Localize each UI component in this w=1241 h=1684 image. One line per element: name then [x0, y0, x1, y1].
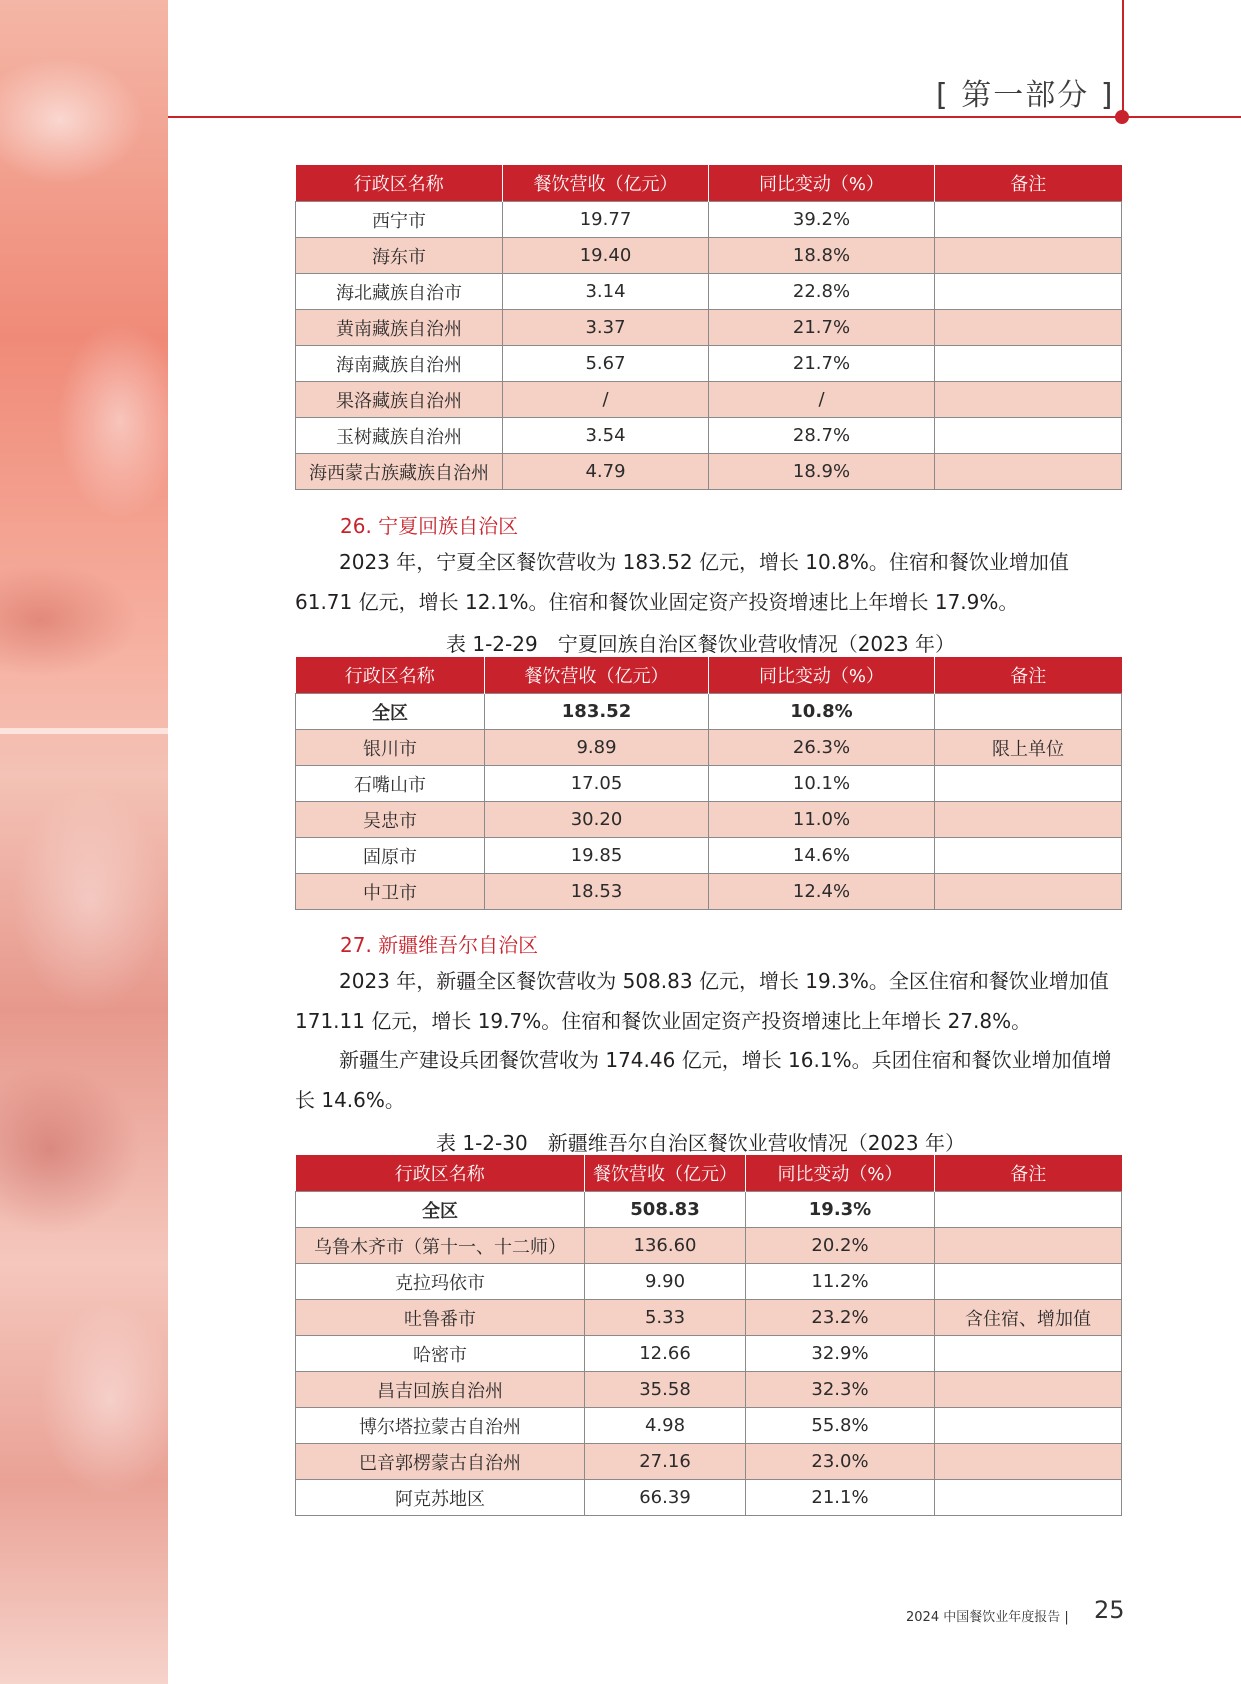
table-row — [296, 802, 1122, 838]
table-row — [296, 1264, 1122, 1300]
table-cell: 10.1% — [709, 766, 935, 802]
table-cell: 55.8% — [746, 1408, 935, 1444]
table-cell: 哈密市 — [296, 1336, 585, 1372]
table-cell: 3.37 — [503, 310, 709, 346]
table-cell — [935, 310, 1122, 346]
table-row-total — [296, 1192, 1122, 1228]
table-cell: 4.98 — [585, 1408, 746, 1444]
table-cell — [935, 874, 1122, 910]
table-cell — [935, 1192, 1122, 1228]
table-row — [296, 418, 1122, 454]
table-cell: 克拉玛依市 — [296, 1264, 585, 1300]
table-cell: 23.2% — [746, 1300, 935, 1336]
paragraph-xinjiang-1: 2023 年，新疆全区餐饮营收为 508.83 亿元，增长 19.3%。全区住宿和餐饮业增加值 171.11 亿元，增长 19.7%。住宿和餐饮业固定资产投资增速比上年增长 27.8%。 — [295, 969, 1109, 1033]
table-cell: 全区 — [296, 694, 485, 730]
table-row — [296, 310, 1122, 346]
table-cell: 中卫市 — [296, 874, 485, 910]
table-cell: 西宁市 — [296, 202, 503, 238]
table-row — [296, 874, 1122, 910]
table-cell: 海东市 — [296, 238, 503, 274]
table-header-row — [296, 657, 1122, 694]
col-header: 备注 — [935, 1155, 1122, 1192]
table-cell: 巴音郭楞蒙古自治州 — [296, 1444, 585, 1480]
table-cell: 19.3% — [746, 1192, 935, 1228]
table-cell: / — [503, 382, 709, 418]
table-cell — [935, 1336, 1122, 1372]
table-row — [296, 730, 1122, 766]
table-cell: 21.7% — [709, 310, 935, 346]
table-cell: 21.7% — [709, 346, 935, 382]
section-heading-xinjiang: 27. 新疆维吾尔自治区 — [340, 933, 539, 957]
table-cell: 固原市 — [296, 838, 485, 874]
table-cell — [935, 1480, 1122, 1516]
table-cell: 黄南藏族自治州 — [296, 310, 503, 346]
table-cell: 18.8% — [709, 238, 935, 274]
table-cell: 18.9% — [709, 454, 935, 490]
col-header: 同比变动（%） — [746, 1155, 935, 1192]
table-cell: 35.58 — [585, 1372, 746, 1408]
table-cell: 23.0% — [746, 1444, 935, 1480]
table-cell: 19.85 — [485, 838, 709, 874]
table-cell: 19.40 — [503, 238, 709, 274]
footer-report-title: 2024 中国餐饮业年度报告 | — [906, 1610, 1069, 1625]
section-heading-ningxia: 26. 宁夏回族自治区 — [340, 514, 519, 538]
table-cell: 果洛藏族自治州 — [296, 382, 503, 418]
table-cell — [935, 274, 1122, 310]
table-header-row — [296, 165, 1122, 202]
table-cell: 阿克苏地区 — [296, 1480, 585, 1516]
table-row — [296, 1408, 1122, 1444]
table-cell: 11.2% — [746, 1264, 935, 1300]
table-cell: 全区 — [296, 1192, 585, 1228]
col-header: 行政区名称 — [296, 657, 485, 694]
table-row — [296, 1480, 1122, 1516]
table-cell: 27.16 — [585, 1444, 746, 1480]
header-rule — [168, 116, 1241, 118]
page-number: 25 — [1094, 1596, 1125, 1624]
table-row — [296, 1444, 1122, 1480]
table-cell: 3.54 — [503, 418, 709, 454]
table-cell: 含住宿、增加值 — [935, 1300, 1122, 1336]
table-cell: 32.3% — [746, 1372, 935, 1408]
table-cell: 20.2% — [746, 1228, 935, 1264]
table-cell: 22.8% — [709, 274, 935, 310]
table-cell: 4.79 — [503, 454, 709, 490]
table-cell — [935, 346, 1122, 382]
table-cell: 5.33 — [585, 1300, 746, 1336]
table-cell — [935, 238, 1122, 274]
table-cell: 508.83 — [585, 1192, 746, 1228]
table-cell: 12.4% — [709, 874, 935, 910]
paragraph-ningxia: 2023 年，宁夏全区餐饮营收为 183.52 亿元，增长 10.8%。住宿和餐饮业增加值 61.71 亿元，增长 12.1%。住宿和餐饮业固定资产投资增速比上年增长 17.9%。 — [295, 550, 1069, 614]
table-cell: 9.89 — [485, 730, 709, 766]
table-cell — [935, 838, 1122, 874]
table-row — [296, 1372, 1122, 1408]
table-row — [296, 202, 1122, 238]
table-cell: 玉树藏族自治州 — [296, 418, 503, 454]
col-header: 餐饮营收（亿元） — [503, 165, 709, 202]
table-cell: 海北藏族自治市 — [296, 274, 503, 310]
table-ningxia — [295, 657, 1122, 910]
table-cell — [935, 202, 1122, 238]
table-cell: 17.05 — [485, 766, 709, 802]
table-cell: 21.1% — [746, 1480, 935, 1516]
table-row — [296, 1336, 1122, 1372]
table-cell: 5.67 — [503, 346, 709, 382]
table-cell: 博尔塔拉蒙古自治州 — [296, 1408, 585, 1444]
table-row — [296, 274, 1122, 310]
col-header: 备注 — [935, 165, 1122, 202]
table-xinjiang — [295, 1155, 1122, 1516]
table-cell: 吐鲁番市 — [296, 1300, 585, 1336]
table-cell: 19.77 — [503, 202, 709, 238]
col-header: 餐饮营收（亿元） — [485, 657, 709, 694]
table-cell: 66.39 — [585, 1480, 746, 1516]
table-cell: 海南藏族自治州 — [296, 346, 503, 382]
table-cell: 26.3% — [709, 730, 935, 766]
table-header-row — [296, 1155, 1122, 1192]
table-row — [296, 766, 1122, 802]
part-title: [ 第一部分 ] — [936, 78, 1115, 113]
table-cell: 吴忠市 — [296, 802, 485, 838]
table-cell: 32.9% — [746, 1336, 935, 1372]
table-row — [296, 346, 1122, 382]
table-cell — [935, 1228, 1122, 1264]
col-header: 餐饮营收（亿元） — [585, 1155, 746, 1192]
paragraph-xinjiang-2: 新疆生产建设兵团餐饮营收为 174.46 亿元，增长 16.1%。兵团住宿和餐饮业增加值增长 14.6%。 — [295, 1048, 1112, 1112]
table-row-total — [296, 694, 1122, 730]
table-cell: 28.7% — [709, 418, 935, 454]
table-cell: 乌鲁木齐市（第十一、十二师） — [296, 1228, 585, 1264]
table-cell: 136.60 — [585, 1228, 746, 1264]
table-cell: 9.90 — [585, 1264, 746, 1300]
side-image-divider — [0, 728, 168, 734]
table-cell: 39.2% — [709, 202, 935, 238]
table-cell — [935, 454, 1122, 490]
table-cell — [935, 418, 1122, 454]
table-cell: 11.0% — [709, 802, 935, 838]
table-cell — [935, 802, 1122, 838]
table-cell: 183.52 — [485, 694, 709, 730]
col-header: 备注 — [935, 657, 1122, 694]
table-cell — [935, 766, 1122, 802]
table-caption-xinjiang: 表 1-2-30 新疆维吾尔自治区餐饮业营收情况（2023 年） — [436, 1131, 965, 1155]
table-row — [296, 1300, 1122, 1336]
table-cell: / — [709, 382, 935, 418]
table-row — [296, 382, 1122, 418]
header-dot — [1115, 110, 1129, 124]
table-cell — [935, 382, 1122, 418]
table-cell — [935, 694, 1122, 730]
table-row — [296, 838, 1122, 874]
table-cell: 30.20 — [485, 802, 709, 838]
col-header: 同比变动（%） — [709, 165, 935, 202]
table-cell: 18.53 — [485, 874, 709, 910]
table-row — [296, 238, 1122, 274]
table-cell: 14.6% — [709, 838, 935, 874]
table-cell: 银川市 — [296, 730, 485, 766]
table-row — [296, 1228, 1122, 1264]
table-cell — [935, 1444, 1122, 1480]
table-cell: 10.8% — [709, 694, 935, 730]
decorative-side-image — [0, 0, 168, 1684]
col-header: 行政区名称 — [296, 165, 503, 202]
table-cell: 海西蒙古族藏族自治州 — [296, 454, 503, 490]
col-header: 同比变动（%） — [709, 657, 935, 694]
table-caption-ningxia: 表 1-2-29 宁夏回族自治区餐饮业营收情况（2023 年） — [446, 632, 955, 656]
table-row — [296, 454, 1122, 490]
table-cell: 昌吉回族自治州 — [296, 1372, 585, 1408]
table-cell: 12.66 — [585, 1336, 746, 1372]
col-header: 行政区名称 — [296, 1155, 585, 1192]
table-cell — [935, 1372, 1122, 1408]
table-cell: 3.14 — [503, 274, 709, 310]
table-cell — [935, 1408, 1122, 1444]
table-qinghai — [295, 165, 1122, 490]
table-cell: 限上单位 — [935, 730, 1122, 766]
header-vertical-rule — [1122, 0, 1124, 118]
table-cell: 石嘴山市 — [296, 766, 485, 802]
table-cell — [935, 1264, 1122, 1300]
